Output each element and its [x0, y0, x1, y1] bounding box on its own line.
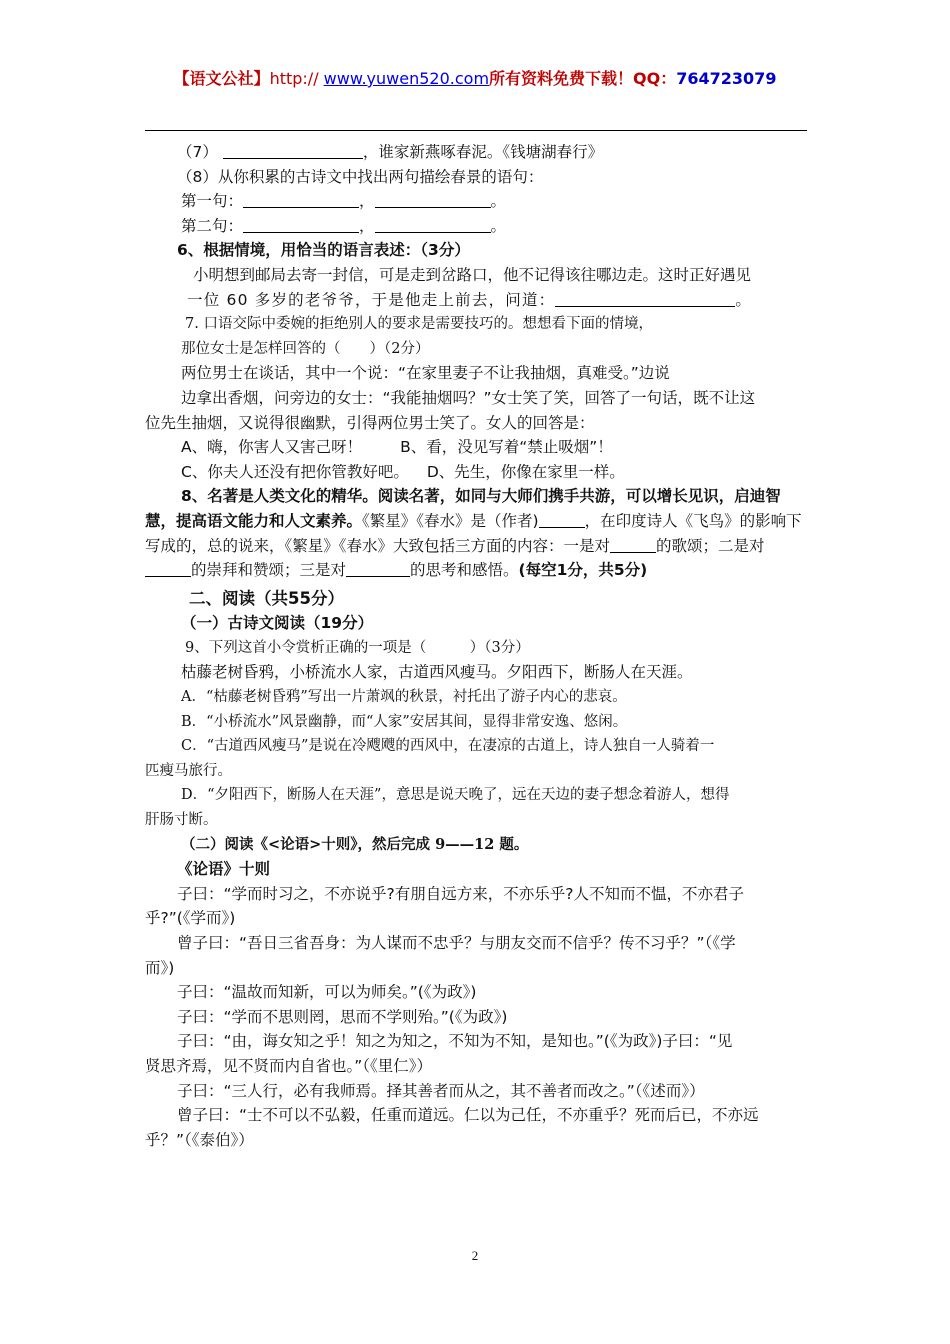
answer-blank — [375, 216, 491, 233]
answer-blank — [223, 142, 363, 159]
answer-blank — [145, 560, 191, 577]
q7-options-cd: C、你夫人还没有把你管教好吧。 D、先生，你像在家里一样。 — [181, 462, 625, 481]
lunyu-line: 子曰：“由，诲女知之乎！知之为知之，不知为不知，是知也。”(《为政》)子曰：“见 — [177, 1032, 733, 1051]
lunyu-line: 而》) — [145, 958, 175, 977]
answer-blank — [555, 290, 735, 307]
brand-name: 【语文公社】 — [173, 69, 270, 88]
lunyu-line: 乎?”(《学而》) — [145, 909, 236, 928]
q7-line3: 两位男士在谈话，其中一个说：“在家里妻子不让我抽烟，真难受。”边说 — [181, 364, 670, 383]
url-prefix: http:// — [269, 69, 324, 88]
section2-title: 二、阅读（共55分） — [189, 588, 344, 608]
q9-option-d: D．“夕阳西下，断肠人在天涯”，意思是说天晚了，远在天边的妻子想念着游人，想得 — [181, 787, 730, 804]
q7-line2: 那位女士是怎样回答的（ ）（2分） — [181, 340, 430, 357]
q9-option-a: A．“枯藤老树昏鸦”写出一片萧飒的秋景，衬托出了游子内心的悲哀。 — [181, 689, 627, 706]
lunyu-book-title: 《论语》十则 — [177, 860, 271, 879]
header-tagline: 所有资料免费下载！QQ： — [489, 69, 677, 88]
q8-paragraph: 8、名著是人类文化的精华。阅读名著，如同与大师们携手共游，可以增长见识，启迪智慧，提高语文能力和人文素养。《繁星》《春水》是（作者) ，在印度诗人《飞鸟》的影响下写成的，总的说来，《繁星》《春水》大致包括三方面的内容：一是对 的歌颂；二是对的崇拜和赞颂；三是对 的思考和感悟。(每空1分，共5分) — [145, 487, 802, 580]
answer-blank — [375, 191, 491, 208]
site-link[interactable]: www.yuwen520.com — [323, 69, 490, 88]
q7-7-line: （7） ，谁家新燕啄春泥。《钱塘湖春行》 — [177, 143, 604, 161]
lunyu-line: 贤思齐焉，见不贤而内自省也。”（《里仁》） — [145, 1056, 433, 1075]
q7-line4: 边拿出香烟，问旁边的女士：“我能抽烟吗？”女士笑了笑，回答了一句话，既不让这 — [181, 388, 756, 407]
q7-8-stem: （8）从你积累的古诗文中找出两句描绘春景的语句： — [177, 167, 544, 186]
answer-blank — [243, 216, 359, 233]
lunyu-line: 子曰：“三人行，必有我师焉。择其善者而从之，其不善者而改之。”（《述而》） — [177, 1081, 705, 1100]
q6-title: 6、根据情境，用恰当的语言表述：（3分） — [177, 241, 470, 260]
lunyu-line: 子曰：“学而不思则罔，思而不学则殆。”(《为政》) — [177, 1007, 508, 1026]
q9-poem: 枯藤老树昏鸦，小桥流水人家，古道西风瘦马。夕阳西下，断肠人在天涯。 — [181, 663, 693, 682]
q7-options-ab: A、嗨，你害人又害己呀！ B、看，没见写着“禁止吸烟”！ — [181, 438, 613, 457]
q7-8-first: 第一句： ， 。 — [181, 192, 507, 211]
page-header — [0, 66, 950, 89]
section2-sub1: （一）古诗文阅读（19分） — [181, 614, 374, 633]
q9-option-b: B．“小桥流水”风景幽静，而“人家”安居其间，显得非常安逸、悠闲。 — [181, 713, 628, 730]
q7-line5: 位先生抽烟，又说得很幽默，引得两位男士笑了。女人的回答是： — [145, 413, 595, 432]
q7-8-second: 第二句： ， 。 — [181, 216, 507, 235]
q9-option-c: C．“古道西风瘦马”是说在冷飕飕的西风中，在凄凉的古道上，诗人独自一人骑着一 — [181, 738, 715, 755]
document-body — [145, 140, 807, 1152]
lunyu-line: 曾子曰：“吾日三省吾身：为人谋而不忠乎？与朋友交而不信乎？传不习乎？”（《学 — [177, 934, 736, 952]
q9-option-d-cont: 肝肠寸断。 — [145, 812, 218, 829]
header-rule — [145, 130, 807, 131]
q6-line2: 一位 60 多岁的老爷爷，于是他走上前去，问道： 。 — [187, 290, 753, 309]
lunyu-line: 子曰：“温故而知新，可以为师矣。”(《为政》) — [177, 983, 477, 1002]
lunyu-line: 乎？”（《泰伯》） — [145, 1130, 254, 1149]
section2b-title: （二）阅读《<论语>十则》，然后完成 9——12 题。 — [181, 835, 529, 853]
lunyu-line: 曾子曰：“士不可以不弘毅，任重而道远。仁以为己任，不亦重乎？死而后已，不亦远 — [177, 1106, 759, 1125]
answer-blank — [610, 536, 656, 553]
q6-line1: 小明想到邮局去寄一封信，可是走到岔路口，他不记得该往哪边走。这时正好遇见 — [193, 265, 752, 284]
q7-line1: 7. 口语交际中委婉的拒绝别人的要求是需要技巧的。想想看下面的情境， — [185, 316, 653, 333]
q9-option-c-cont: 匹瘦马旅行。 — [145, 762, 232, 779]
q9-stem: 9、下列这首小令赏析正确的一项是（ ）（3分） — [185, 639, 530, 656]
page-number: 2 — [471, 1248, 479, 1263]
answer-blank — [346, 560, 410, 577]
qq-number: 764723079 — [676, 69, 777, 88]
answer-blank — [243, 191, 359, 208]
answer-blank — [539, 511, 585, 528]
lunyu-line: 子曰：“学而时习之，不亦说乎?有朋自远方来，不亦乐乎?人不知而不愠，不亦君子 — [177, 884, 744, 903]
